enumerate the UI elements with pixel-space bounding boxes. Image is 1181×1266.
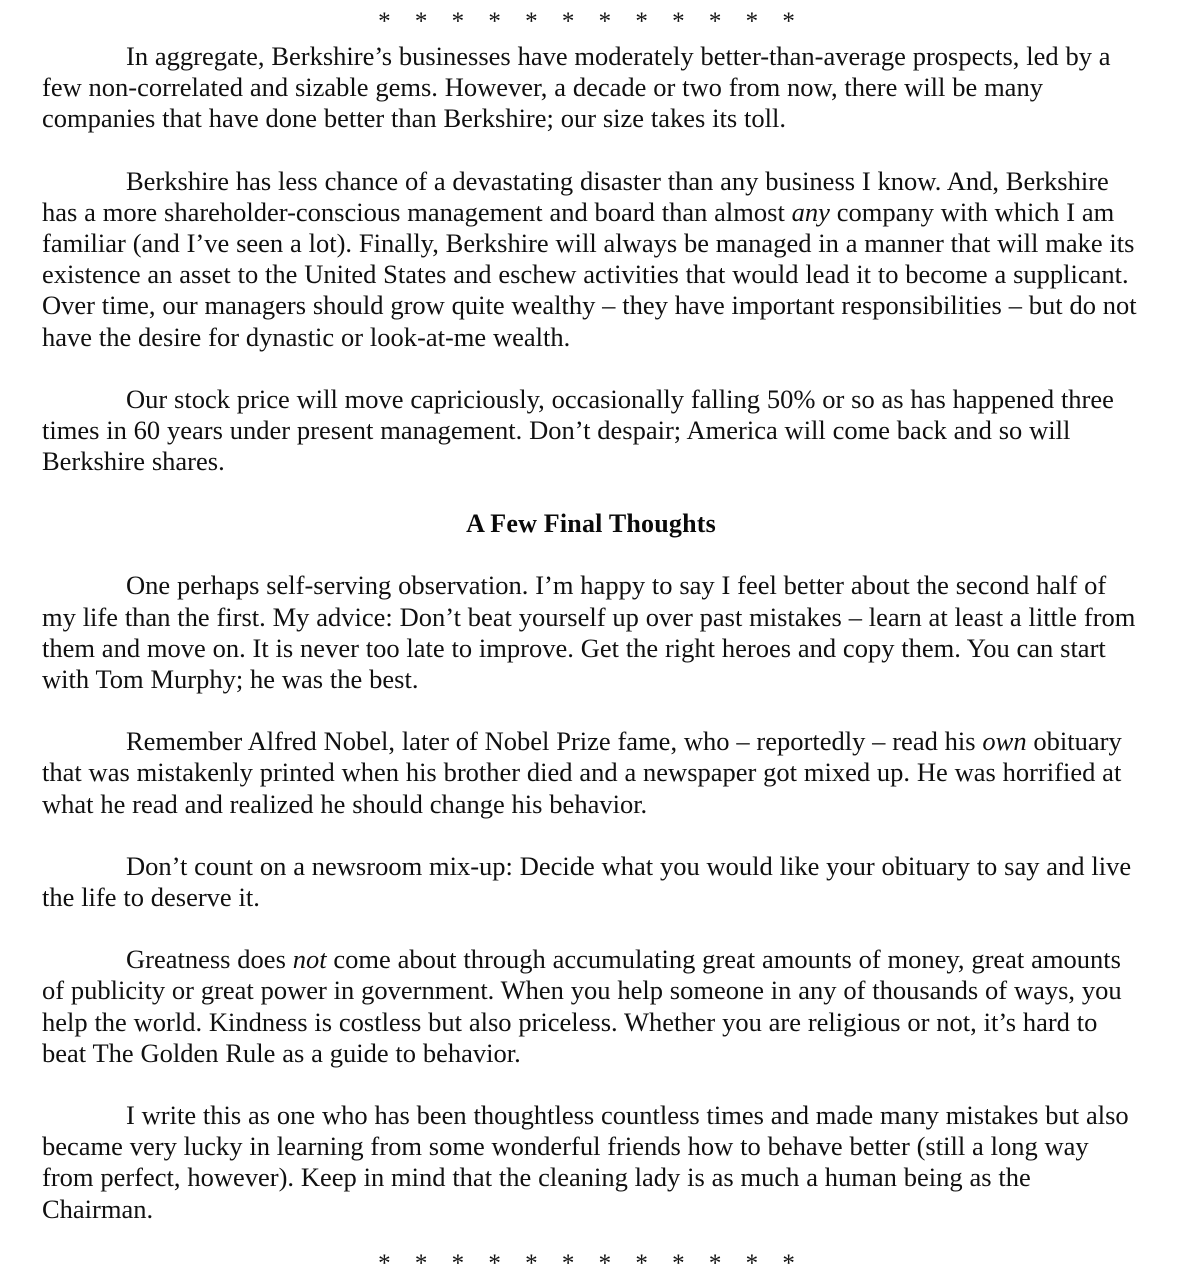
paragraph-text-segment: come about through accumulating great amounts of money, great amounts of publicity or great power in government. When you help someone in any of thousands of ways, you help the world. Kindness is costless but also priceless. Whether you are religious or not, it’s hard to beat The Golden Rule as a guide to behavior. xyxy=(42,944,1122,1068)
paragraph-newsroom-mixup: Don’t count on a newsroom mix-up: Decide what you would like your obituary to say and live the life to deserve it. xyxy=(42,850,1132,913)
paragraph-devastating-disaster xyxy=(42,166,1140,353)
paragraph-text-segment: obituary that was mistakenly printed when his brother died and a newspaper got mixed up. He was horrified at what he read and realized he should change his behavior. xyxy=(42,726,1122,819)
emphasis-not: not xyxy=(292,944,327,975)
paragraph-alfred-nobel xyxy=(42,726,1140,820)
asterisk-separator-top: * * * * * * * * * * * * xyxy=(378,8,804,35)
emphasis-own: own xyxy=(982,726,1027,757)
document-body xyxy=(42,0,1140,1225)
paragraph-text-segment: Berkshire has less chance of a devastating disaster than any business I know. And, Berkshire has a more shareholder-conscious management and board than almost xyxy=(42,165,1109,227)
paragraph-text-segment: Greatness does xyxy=(126,944,293,975)
paragraph-self-serving-observation: One perhaps self-serving observation. I’m happy to say I feel better about the second half of my life than the first. My advice: Don’t beat yourself up over past mistakes – learn at least a little from them and move on. It is never too late to improve. Get the right heroes and copy them. You can start with Tom Murphy; he was the best. xyxy=(42,570,1136,695)
asterisk-separator-bottom: * * * * * * * * * * * * xyxy=(378,1250,804,1266)
section-heading-a-few-final-thoughts: A Few Final Thoughts xyxy=(466,509,716,539)
paragraph-greatness xyxy=(42,944,1140,1069)
paragraph-thoughtless-countless-times: I write this as one who has been thoughtless countless times and made many mistakes but also became very lucky in learning from some wonderful friends how to behave better (still a long way from perfect, however). Keep in mind that the cleaning lady is as much a human being as the Chairman. xyxy=(42,1100,1129,1224)
emphasis-any: any xyxy=(791,196,830,227)
paragraph-aggregate-prospects: In aggregate, Berkshire’s businesses have moderately better-than-average prospects, led by a few non-correlated and sizable gems. However, a decade or two from now, there will be many companies that have done better than Berkshire; our size takes its toll. xyxy=(42,41,1111,134)
paragraph-text-segment: company with which I am familiar (and I’ve seen a lot). Finally, Berkshire will always be managed in a manner that will make its existence an asset to the United States and eschew activities that would lead it to become a supplicant. Over time, our managers should grow quite wealthy – they have important responsibilities – but do not have the desire for dynastic or look-at-me wealth. xyxy=(42,196,1137,352)
paragraph-stock-price: Our stock price will move capriciously, occasionally falling 50% or so as has happened three times in 60 years under present management. Don’t despair; America will come back and so will Berkshire shares. xyxy=(42,383,1114,477)
paragraph-text-segment: Remember Alfred Nobel, later of Nobel Prize fame, who – reportedly – read his xyxy=(126,726,983,757)
